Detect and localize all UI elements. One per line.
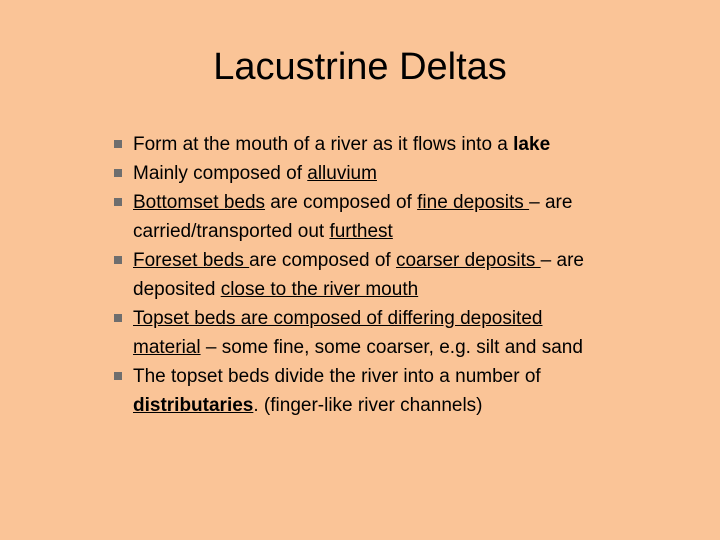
bullet-text-run: – some fine, some coarser, e.g. silt and sand <box>200 337 583 358</box>
bullet-line <box>133 333 674 362</box>
bullet-text-run: The topset beds divide the river into a number of <box>133 366 541 387</box>
bullet-text-run: fine deposits <box>417 192 530 213</box>
bullet-text-run: coarser deposits <box>395 250 541 271</box>
bullet-text-run: – are <box>529 192 573 213</box>
bullet-text-run: Topset beds are composed of differing deposited <box>133 308 543 329</box>
bullet-text-run: – are <box>540 250 584 271</box>
bullet-text-run: alluvium <box>307 163 377 184</box>
bullet-line <box>133 362 674 391</box>
bullet-text-run: . (finger-like river channels) <box>253 395 483 416</box>
bullet-text-run: Foreset beds <box>133 250 250 271</box>
bullet-line <box>133 130 674 159</box>
bullet-text-run: Mainly composed of <box>133 163 308 184</box>
bullet-line <box>133 246 674 275</box>
bullet-text-run: deposited <box>133 279 221 300</box>
bullet-text-run: are composed of <box>265 192 418 213</box>
bullet-line <box>133 304 674 333</box>
bullet-text-run: are composed of <box>249 250 396 271</box>
bullet-text-run: Form at the mouth of a river as it flows into a <box>133 134 514 155</box>
square-bullet-icon <box>114 140 122 148</box>
bullet-text-run: Bottomset beds <box>133 192 266 213</box>
bullet-text-run: close to the river mouth <box>220 279 419 300</box>
square-bullet-icon <box>114 256 122 264</box>
bullet-line <box>133 159 674 188</box>
bullet-item <box>114 130 674 159</box>
bullet-line <box>133 391 674 420</box>
bullet-item <box>114 246 674 304</box>
square-bullet-icon <box>114 169 122 177</box>
square-bullet-icon <box>114 372 122 380</box>
bullet-item <box>114 362 674 420</box>
square-bullet-icon <box>114 314 122 322</box>
bullet-line <box>133 275 674 304</box>
bullet-item <box>114 304 674 362</box>
square-bullet-icon <box>114 198 122 206</box>
bullet-text-run: furthest <box>329 221 393 242</box>
slide-title: Lacustrine Deltas <box>213 46 507 88</box>
bullet-text-run: material <box>133 337 201 358</box>
bullet-line <box>133 188 674 217</box>
bullet-text-run: distributaries <box>133 395 254 416</box>
bullet-line <box>133 217 674 246</box>
bullet-item <box>114 188 674 246</box>
bullet-text-run: lake <box>513 134 551 155</box>
bullet-item <box>114 159 674 188</box>
bullet-text-run: carried/transported out <box>133 221 330 242</box>
bullet-list <box>114 130 674 420</box>
